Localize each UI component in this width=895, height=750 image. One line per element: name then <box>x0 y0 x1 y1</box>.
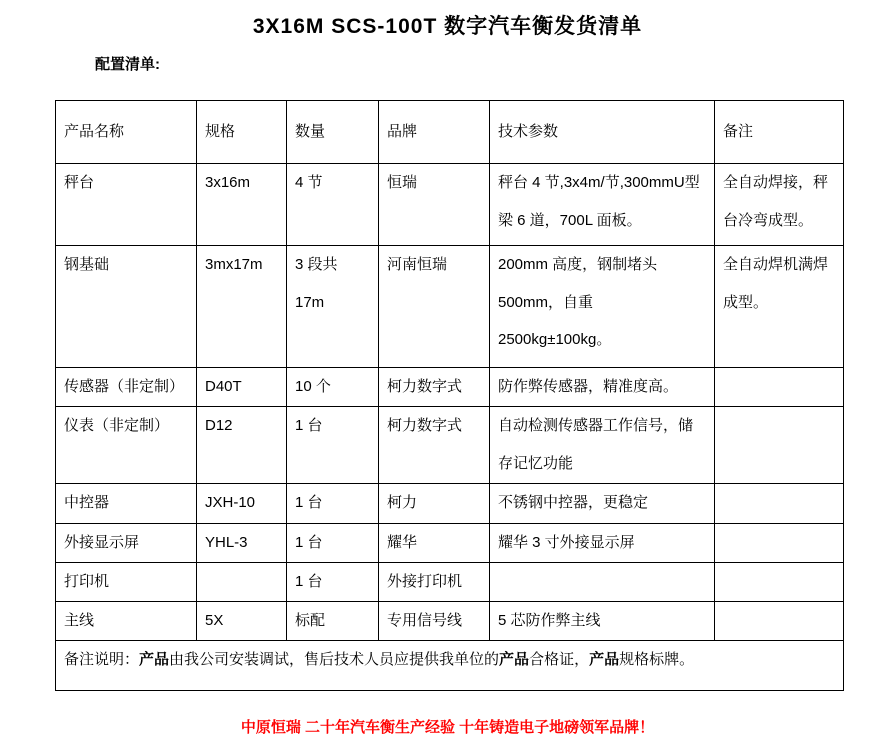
note-segment: 备注说明： <box>64 651 140 668</box>
table-cell: 自动检测传感器工作信号，储存记忆功能 <box>490 407 715 484</box>
table-cell: 仪表（非定制） <box>56 407 197 484</box>
table-cell: YHL-3 <box>197 524 287 563</box>
note-segment: 产品 <box>499 651 530 668</box>
table-row <box>56 368 844 407</box>
note-segment: 产品 <box>139 651 170 668</box>
table-cell: 秤台 <box>56 164 197 246</box>
table-cell: 柯力 <box>379 484 490 524</box>
table-cell: 防作弊传感器，精准度高。 <box>490 368 715 407</box>
table-cell: 5 芯防作弊主线 <box>490 602 715 641</box>
table-cell: 3x16m <box>197 164 287 246</box>
table-cell <box>715 368 844 407</box>
table-cell: 1 台 <box>287 563 379 602</box>
table-row <box>56 602 844 641</box>
table-cell <box>715 484 844 524</box>
table-cell: D40T <box>197 368 287 407</box>
table-cell: 10 个 <box>287 368 379 407</box>
table-cell <box>715 602 844 641</box>
table-cell: 柯力数字式 <box>379 407 490 484</box>
table-cell: 4 节 <box>287 164 379 246</box>
table-cell: 恒瑞 <box>379 164 490 246</box>
table-cell <box>715 524 844 563</box>
table-cell: 1 台 <box>287 524 379 563</box>
note-segment: 由我公司安装调试，售后技术人员应提供我单位的 <box>169 651 500 668</box>
table-header-row <box>56 101 844 164</box>
table-row <box>56 164 844 246</box>
note-cell <box>56 641 844 691</box>
table-row <box>56 524 844 563</box>
table-cell: 标配 <box>287 602 379 641</box>
column-header: 备注 <box>715 101 844 164</box>
table-cell <box>490 563 715 602</box>
table-cell: 钢基础 <box>56 246 197 368</box>
column-header: 数量 <box>287 101 379 164</box>
note-segment: 产品 <box>589 651 620 668</box>
table-cell: 全自动焊接，秤台冷弯成型。 <box>715 164 844 246</box>
table-cell: 传感器（非定制） <box>56 368 197 407</box>
table-cell: 1 台 <box>287 407 379 484</box>
table-cell: 外接打印机 <box>379 563 490 602</box>
column-header: 技术参数 <box>490 101 715 164</box>
table-cell: 1 台 <box>287 484 379 524</box>
footer-slogan: 中原恒瑞 二十年汽车衡生产经验 十年铸造电子地磅领军品牌！ <box>240 719 655 736</box>
note-segment: 合格证， <box>529 651 590 668</box>
table-cell: 外接显示屏 <box>56 524 197 563</box>
table-cell: 柯力数字式 <box>379 368 490 407</box>
table-cell <box>197 563 287 602</box>
table-cell: 3mx17m <box>197 246 287 368</box>
page-title: 3X16M SCS-100T 数字汽车衡发货清单 <box>252 15 643 38</box>
table-cell: 不锈钢中控器，更稳定 <box>490 484 715 524</box>
table-cell: 秤台 4 节,3x4m/节,300mmU型梁 6 道，700L 面板。 <box>490 164 715 246</box>
note-row <box>56 641 844 691</box>
table-row <box>56 246 844 368</box>
section-label: 配置清单: <box>95 56 160 73</box>
table-cell: 专用信号线 <box>379 602 490 641</box>
column-header: 产品名称 <box>56 101 197 164</box>
column-header: 规格 <box>197 101 287 164</box>
table-cell <box>715 563 844 602</box>
table-cell: D12 <box>197 407 287 484</box>
table-cell: JXH-10 <box>197 484 287 524</box>
table-cell: 耀华 <box>379 524 490 563</box>
table-cell: 打印机 <box>56 563 197 602</box>
table-cell: 河南恒瑞 <box>379 246 490 368</box>
table-cell: 3 段共 17m <box>287 246 379 368</box>
column-header: 品牌 <box>379 101 490 164</box>
table-cell: 中控器 <box>56 484 197 524</box>
table-row <box>56 563 844 602</box>
note-segment: 规格标牌。 <box>619 651 695 668</box>
table-row <box>56 407 844 484</box>
table-cell: 耀华 3 寸外接显示屏 <box>490 524 715 563</box>
table-cell <box>715 407 844 484</box>
table-cell: 5X <box>197 602 287 641</box>
table-cell: 全自动焊机满焊成型。 <box>715 246 844 368</box>
table-cell: 主线 <box>56 602 197 641</box>
config-table <box>55 100 844 691</box>
table-cell: 200mm 高度，钢制堵头 500mm，自重 2500kg±100kg。 <box>490 246 715 368</box>
table-row <box>56 484 844 524</box>
